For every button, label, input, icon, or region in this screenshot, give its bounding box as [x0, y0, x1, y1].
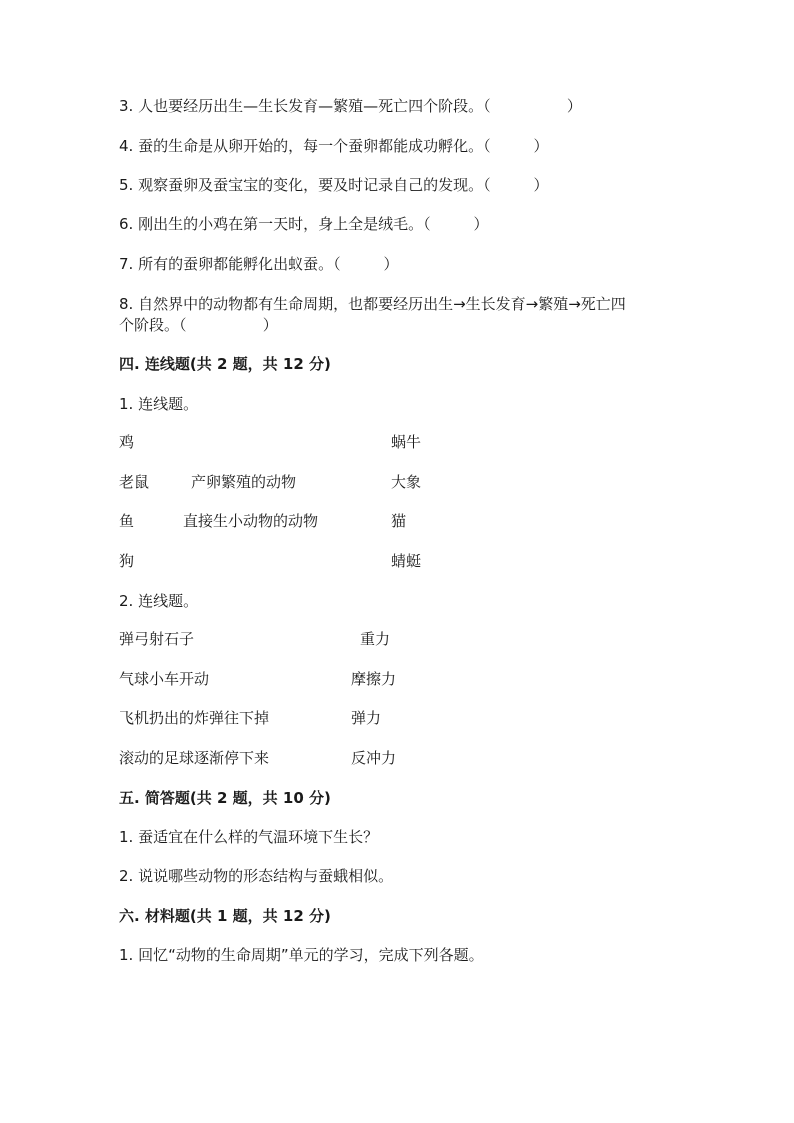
match1-middle-2: 直接生小动物的动物	[183, 512, 319, 530]
judgement-item-7: 7. 所有的蚕卵都能孵化出蚁蚕。（ ）	[119, 255, 399, 273]
match2-right-1: 摩擦力	[351, 670, 397, 688]
match2-left-1: 气球小车开动	[119, 670, 210, 688]
match1-left-2: 鱼	[119, 512, 135, 530]
section-4-q2-label: 2. 连线题。	[119, 592, 199, 610]
match1-right-3: 蜻蜓	[391, 552, 422, 570]
match1-middle-1: 产卵繁殖的动物	[191, 473, 297, 491]
match2-left-3: 滚动的足球逐渐停下来	[119, 749, 270, 767]
match1-left-0: 鸡	[119, 433, 135, 451]
judgement-item-6: 6. 刚出生的小鸡在第一天时，身上全是绒毛。（ ）	[119, 215, 489, 233]
match2-right-0: 重力	[360, 630, 391, 648]
match1-right-0: 蜗牛	[391, 433, 422, 451]
section-5-heading: 五. 简答题(共 2 题，共 10 分)	[119, 789, 331, 807]
match1-left-3: 狗	[119, 552, 135, 570]
match1-left-1: 老鼠	[119, 473, 150, 491]
judgement-item-4: 4. 蚕的生命是从卵开始的，每一个蚕卵都能成功孵化。（ ）	[119, 137, 549, 155]
section-5-q2: 2. 说说哪些动物的形态结构与蚕蛾相似。	[119, 867, 394, 885]
match1-right-2: 猫	[391, 512, 407, 530]
match2-right-3: 反冲力	[351, 749, 397, 767]
match2-left-0: 弹弓射石子	[119, 630, 195, 648]
section-4-q1-label: 1. 连线题。	[119, 395, 199, 413]
section-6-heading: 六. 材料题(共 1 题，共 12 分)	[119, 907, 331, 925]
match2-right-2: 弹力	[351, 709, 382, 727]
match2-left-2: 飞机扔出的炸弹往下掉	[119, 709, 270, 727]
section-5-q1: 1. 蚕适宜在什么样的气温环境下生长？	[119, 828, 379, 846]
judgement-item-3: 3. 人也要经历出生—生长发育—繁殖—死亡四个阶段。（ ）	[119, 97, 582, 115]
judgement-item-8-line2: 个阶段。（ ）	[119, 316, 278, 334]
judgement-item-5: 5. 观察蚕卵及蚕宝宝的变化，要及时记录自己的发现。（ ）	[119, 176, 549, 194]
match1-right-1: 大象	[391, 473, 422, 491]
judgement-item-8-line1: 8. 自然界中的动物都有生命周期，也都要经历出生→生长发育→繁殖→死亡四	[119, 295, 626, 313]
section-6-q1: 1. 回忆“动物的生命周期”单元的学习，完成下列各题。	[119, 946, 484, 964]
section-4-heading: 四. 连线题(共 2 题，共 12 分)	[119, 355, 331, 373]
